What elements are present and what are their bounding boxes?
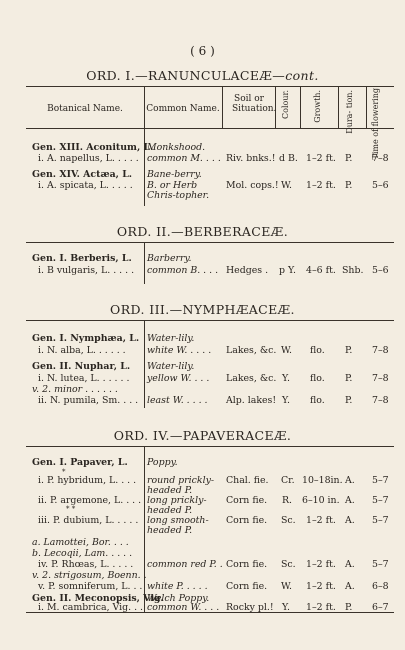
rule (26, 242, 394, 243)
species-name: ii. P. argemone, L. . . . (38, 495, 142, 506)
genus-common: Water-lily. (147, 361, 195, 372)
soil: Corn fie. (226, 581, 268, 592)
common-name: B. or Herb Chris-topher. (147, 180, 210, 201)
genus-heading: Gen. I. Nymphæa, L. (32, 333, 140, 344)
colour: W. (281, 581, 292, 592)
genus-heading: Gen. II. Nuphar, L. (32, 361, 131, 372)
variety-name: v. 2. minor . . . . . . (32, 384, 118, 395)
colour: W. (281, 345, 292, 356)
soil: Corn fie. (226, 515, 268, 526)
col-divider (144, 128, 145, 206)
soil: Chal. fie. (226, 475, 269, 486)
species-name: v. P. somniferum, L. . . (38, 581, 143, 592)
colour: Y. (282, 395, 290, 406)
col-divider (144, 320, 145, 408)
genus-common: Barberry. (147, 253, 192, 264)
species-name: i. A. spicata, L. . . . . (38, 180, 133, 191)
colour: Y. (282, 373, 290, 384)
colour: R. (282, 495, 293, 506)
common-name: common W. . . . (147, 602, 220, 613)
header-bottom-rule (26, 128, 394, 129)
variety-name: a. Lamottei, Bor. . . . (32, 537, 129, 548)
page-number: ( 6 ) (190, 44, 215, 58)
colour: Cr. (281, 475, 295, 486)
soil: Lakes, &c. (226, 373, 277, 384)
species-name: i. B vulgaris, L. . . . . (38, 265, 135, 276)
species-name: i. A. napellus, L. . . . . (38, 153, 139, 164)
flowering: 5–6 (372, 265, 389, 276)
duration: Shb. (342, 265, 364, 276)
rule (26, 320, 394, 321)
order-cont: cont. (285, 68, 319, 83)
genus-common: Poppy. (147, 457, 178, 468)
growth: flo. (310, 345, 325, 356)
growth: flo. (310, 395, 325, 406)
genus-heading: Gen. II. Meconopsis, Vig. (32, 593, 164, 604)
flowering: 7–8 (372, 153, 389, 164)
soil: Riv. bnks.! (226, 153, 276, 164)
header-common: Common Name. (146, 104, 220, 114)
common-name: round prickly-headed P. (147, 475, 215, 496)
duration: P. (345, 153, 353, 164)
soil: Rocky pl.! (226, 602, 274, 613)
colour: p Y. (279, 265, 296, 276)
flowering: 6–7 (372, 602, 389, 613)
duration: A. (345, 495, 355, 506)
order-heading-4: ORD. IV.—PAPAVERACEÆ. (113, 428, 292, 443)
genus-heading: Gen. I. Berberis, L. (32, 253, 132, 264)
common-name: white P. . . . . (147, 581, 208, 592)
species-name: i. N. lutea, L. . . . . . (38, 373, 130, 384)
soil: Hedges . (226, 265, 269, 276)
species-name: i. P. hybridum, L. . . . (38, 475, 137, 486)
order-heading-3: ORD. III.—NYMPHÆACEÆ. (110, 302, 295, 317)
genus-common: Water-lily. (147, 333, 195, 344)
duration: A. (345, 515, 355, 526)
genus-heading: Gen. XIV. Actæa, L. (32, 169, 133, 180)
flowering: 7–8 (372, 345, 389, 356)
soil: Lakes, &c. (226, 345, 277, 356)
growth: 1–2 ft. (306, 153, 336, 164)
variety-name: b. Lecoqii, Lam. . . . . (32, 548, 133, 559)
common-name: white W. . . . . (147, 345, 212, 356)
common-name: least W. . . . . (147, 395, 208, 406)
species-name: iii. P. dubium, L. . . . . (38, 515, 139, 526)
duration: A. (345, 475, 355, 486)
col-divider (222, 86, 223, 128)
growth: 10–18in. (302, 475, 343, 486)
soil: Corn fie. (226, 495, 268, 506)
flowering: 5–7 (372, 515, 389, 526)
common-name: yellow W. . . . (147, 373, 210, 384)
col-divider (300, 86, 301, 128)
growth: 1–2 ft. (306, 602, 336, 613)
species-name: iv. P. Rhœas, L. . . . . (38, 559, 134, 570)
genus-heading: Gen. XIII. Aconitum, L. (32, 142, 154, 153)
growth: 4–6 ft. (306, 265, 336, 276)
growth: 1–2 ft. (306, 180, 336, 191)
order-title: ORD. I.—RANUNCULACEÆ— (86, 68, 286, 83)
header-botanical: Botanical Name. (47, 104, 123, 114)
col-divider (338, 86, 339, 128)
duration: P. (345, 345, 353, 356)
colour: Y. (282, 602, 290, 613)
header-soil: Soil or Situation. (232, 94, 277, 114)
header-colour: Colour. (281, 90, 290, 119)
common-name: long smooth-headed P. (147, 515, 209, 536)
flowering: 5–7 (372, 475, 389, 486)
flowering: 7–8 (372, 395, 389, 406)
genus-common: Welch Poppy. (147, 593, 210, 604)
flowering: 7–8 (372, 373, 389, 384)
colour: Sc. (281, 559, 296, 570)
asterisk-mark: * * (66, 505, 76, 513)
header-flowering: Time of flowering (371, 88, 380, 160)
genus-heading: Gen. I. Papaver, L. (32, 457, 128, 468)
duration: P. (345, 395, 353, 406)
duration: P. (345, 602, 353, 613)
growth: 1–2 ft. (306, 581, 336, 592)
duration: P. (345, 373, 353, 384)
genus-common: Monkshood. (147, 142, 206, 153)
rule (26, 446, 394, 447)
soil: Alp. lakes! (226, 395, 277, 406)
asterisk-mark: * (62, 468, 66, 476)
colour: Sc. (281, 515, 296, 526)
soil: Mol. cops.! (226, 180, 279, 191)
common-name: common red P. . (147, 559, 223, 570)
species-name: i. M. cambrica, Vig. . . (38, 602, 144, 613)
variety-name: v. 2. strigosum, Boenn. . (32, 570, 147, 581)
header-duration: Dura- tion. (345, 90, 354, 134)
flowering: 6–8 (372, 581, 389, 592)
growth: flo. (310, 373, 325, 384)
flowering: 5–7 (372, 559, 389, 570)
colour: d B. (279, 153, 298, 164)
common-name: common B. . . . (147, 265, 219, 276)
col-divider (366, 86, 367, 128)
genus-common: Bane-berry. (147, 169, 202, 180)
col-divider (144, 446, 145, 612)
growth: 6–10 in. (302, 495, 340, 506)
common-name: long prickly-headed P. (147, 495, 207, 516)
flowering: 5–6 (372, 180, 389, 191)
duration: A. (345, 581, 355, 592)
common-name: common M. . . . (147, 153, 221, 164)
species-name: ii. N. pumila, Sm. . . . (38, 395, 139, 406)
growth: 1–2 ft. (306, 515, 336, 526)
soil: Corn fie. (226, 559, 268, 570)
col-divider (144, 242, 145, 284)
order-heading-1 (0, 68, 405, 83)
species-name: i. N. alba, L. . . . . . (38, 345, 126, 356)
flowering: 5–7 (372, 495, 389, 506)
order-heading-2: ORD. II.—BERBERACEÆ. (116, 224, 289, 239)
header-growth: Growth. (313, 90, 322, 123)
colour: W. (281, 180, 292, 191)
duration: A. (345, 559, 355, 570)
duration: P. (345, 180, 353, 191)
growth: 1–2 ft. (306, 559, 336, 570)
